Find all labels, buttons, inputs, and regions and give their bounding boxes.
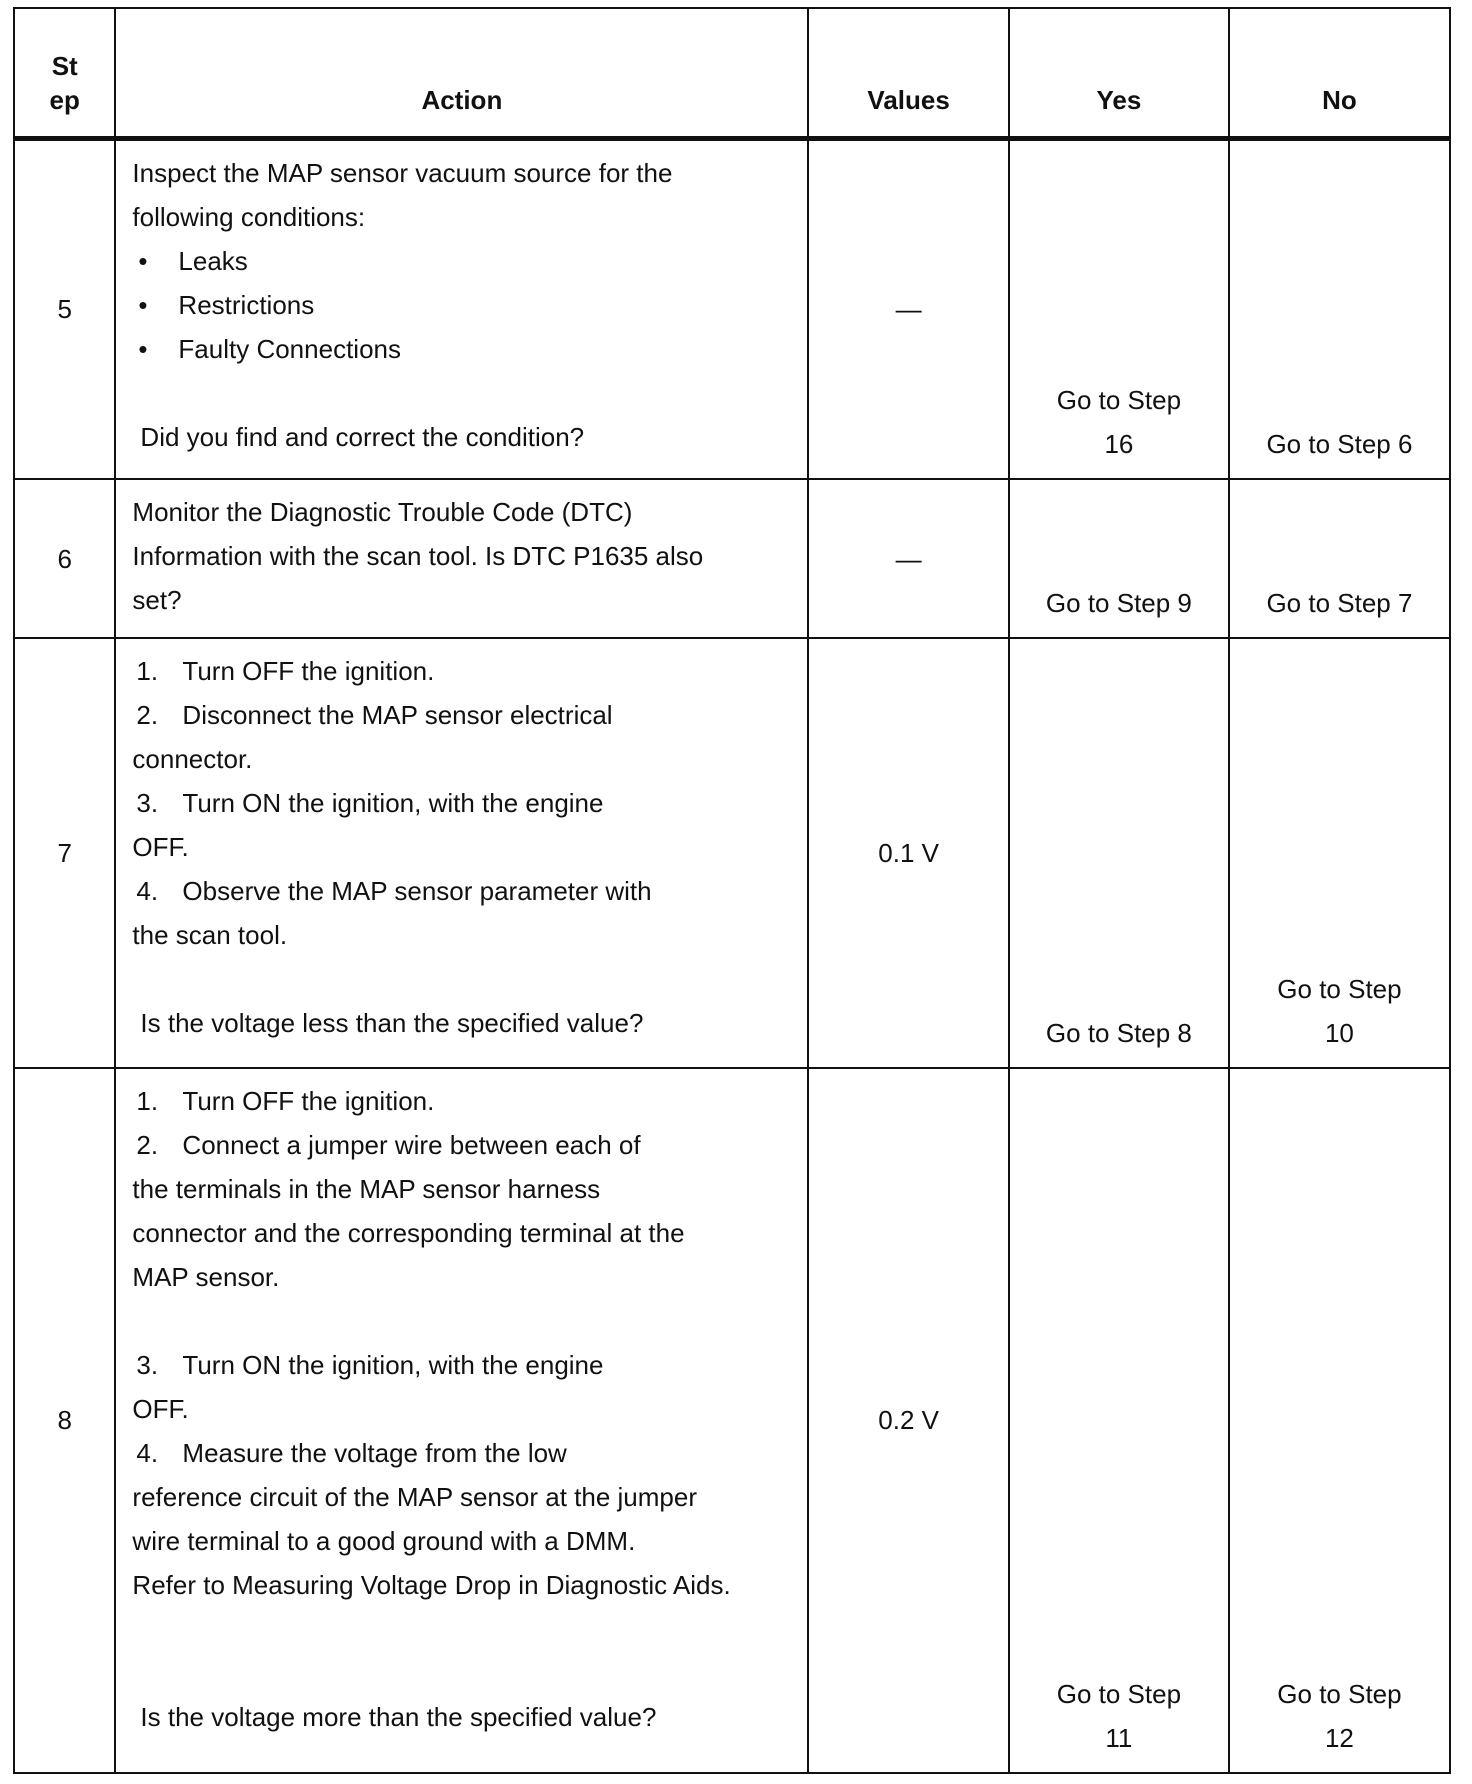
- list-text: Measure the voltage from the low: [182, 1437, 567, 1468]
- yes-cell: Go to Step 8: [1009, 638, 1229, 1067]
- no-cell: [1229, 638, 1450, 1067]
- header-no: No: [1229, 8, 1450, 138]
- no-cell: Go to Step 6: [1229, 138, 1450, 479]
- no-text: Go to Step: [1277, 973, 1402, 1004]
- list-text-cont: connector and the corresponding terminal at the: [132, 1217, 685, 1248]
- list-text-cont: connector.: [132, 744, 253, 775]
- list-number: 3.: [136, 788, 159, 819]
- list-item: [132, 781, 797, 825]
- yes-cell: [1009, 138, 1229, 479]
- header-step: [14, 8, 115, 138]
- list-number: 1.: [136, 656, 159, 687]
- list-number: 1.: [136, 1085, 159, 1116]
- list-text-cont: reference circuit of the MAP sensor at the jumper: [132, 1481, 697, 1512]
- list-number: 4.: [136, 1437, 159, 1468]
- header-row: [14, 8, 1450, 138]
- list-item: [132, 649, 797, 693]
- action-question: Is the voltage less than the specified value?: [140, 1008, 644, 1039]
- action-text: following conditions:: [132, 201, 366, 232]
- list-text-cont: MAP sensor.: [132, 1261, 280, 1292]
- list-item: [132, 693, 797, 737]
- action-cell: [115, 1068, 808, 1773]
- no-cell: Go to Step 7: [1229, 479, 1450, 638]
- list-number: 3.: [136, 1349, 159, 1380]
- list-number: 4.: [136, 876, 159, 907]
- list-number: 2.: [136, 700, 159, 731]
- list-item: [132, 1431, 797, 1475]
- table-row-step-7: [14, 638, 1450, 1067]
- list-item: [132, 1123, 797, 1167]
- bullet-icon: •: [138, 289, 148, 320]
- spacer: [132, 1607, 797, 1651]
- list-text: Disconnect the MAP sensor electrical: [182, 700, 613, 731]
- list-text: Turn ON the ignition, with the engine: [182, 1349, 604, 1380]
- bullet-icon: •: [138, 333, 148, 364]
- action-cell: [115, 638, 808, 1067]
- list-text-cont: wire terminal to a good ground with a DMM.: [132, 1525, 636, 1556]
- yes-text: Go to Step: [1056, 384, 1182, 415]
- list-text-cont: Refer to Measuring Voltage Drop in Diagnostic Aids.: [132, 1569, 731, 1600]
- table-row-step-6: [14, 479, 1450, 638]
- step-number: 5: [14, 138, 115, 479]
- no-cell: [1229, 1068, 1450, 1773]
- list-item: [132, 1343, 797, 1387]
- no-text: 10: [1324, 1017, 1354, 1048]
- bullet-item: [132, 239, 797, 283]
- table-row-step-8: [14, 1068, 1450, 1773]
- action-text: Inspect the MAP sensor vacuum source for the: [132, 157, 673, 188]
- step-number: 7: [14, 638, 115, 1067]
- yes-text: 11: [1105, 1723, 1133, 1753]
- header-step-line-1: St: [51, 50, 78, 81]
- action-cell: [115, 479, 808, 638]
- list-text-cont: OFF.: [132, 1393, 189, 1424]
- no-text: Go to Step: [1277, 1679, 1402, 1709]
- action-text: Information with the scan tool. Is DTC P1635 also: [132, 540, 704, 571]
- spacer: [132, 1299, 797, 1343]
- action-question: Is the voltage more than the specified value?: [140, 1701, 657, 1732]
- list-number: 2.: [136, 1129, 159, 1160]
- table-row-step-5: [14, 138, 1450, 479]
- yes-cell: Go to Step 9: [1009, 479, 1229, 638]
- yes-cell: [1009, 1068, 1229, 1773]
- list-text-cont: the scan tool.: [132, 920, 288, 951]
- spacer: [132, 371, 797, 415]
- value-cell: 0.1 V: [808, 638, 1009, 1067]
- value-cell: —: [808, 479, 1009, 638]
- header-yes: Yes: [1009, 8, 1229, 138]
- spacer: [132, 1651, 797, 1695]
- list-item: [132, 1079, 797, 1123]
- list-item: [132, 869, 797, 913]
- list-text: Turn OFF the ignition.: [182, 1085, 435, 1116]
- step-number: 8: [14, 1068, 115, 1773]
- list-text: Connect a jumper wire between each of: [182, 1129, 641, 1160]
- bullet-item: [132, 283, 797, 327]
- action-question: Did you find and correct the condition?: [140, 421, 585, 452]
- action-text: set?: [132, 584, 182, 615]
- action-cell: [115, 138, 808, 479]
- list-text: Turn ON the ignition, with the engine: [182, 788, 604, 819]
- bullet-text: Faulty Connections: [178, 333, 401, 364]
- list-text: Observe the MAP sensor parameter with: [182, 876, 652, 907]
- diagnostic-table: [13, 7, 1451, 1774]
- yes-text: 16: [1104, 428, 1134, 459]
- list-text-cont: OFF.: [132, 832, 189, 863]
- no-text: 12: [1324, 1723, 1354, 1753]
- bullet-text: Leaks: [178, 245, 248, 276]
- header-action: Action: [115, 8, 808, 138]
- value-cell: —: [808, 138, 1009, 479]
- bullet-item: [132, 327, 797, 371]
- spacer: [132, 957, 797, 1001]
- bullet-text: Restrictions: [178, 289, 315, 320]
- list-text: Turn OFF the ignition.: [182, 656, 435, 687]
- action-text: Monitor the Diagnostic Trouble Code (DTC): [132, 496, 633, 527]
- yes-text: Go to Step: [1056, 1679, 1182, 1709]
- step-number: 6: [14, 479, 115, 638]
- value-cell: 0.2 V: [808, 1068, 1009, 1773]
- header-step-line-2: ep: [49, 84, 80, 115]
- header-values: Values: [808, 8, 1009, 138]
- list-text-cont: the terminals in the MAP sensor harness: [132, 1173, 601, 1204]
- bullet-icon: •: [138, 245, 148, 276]
